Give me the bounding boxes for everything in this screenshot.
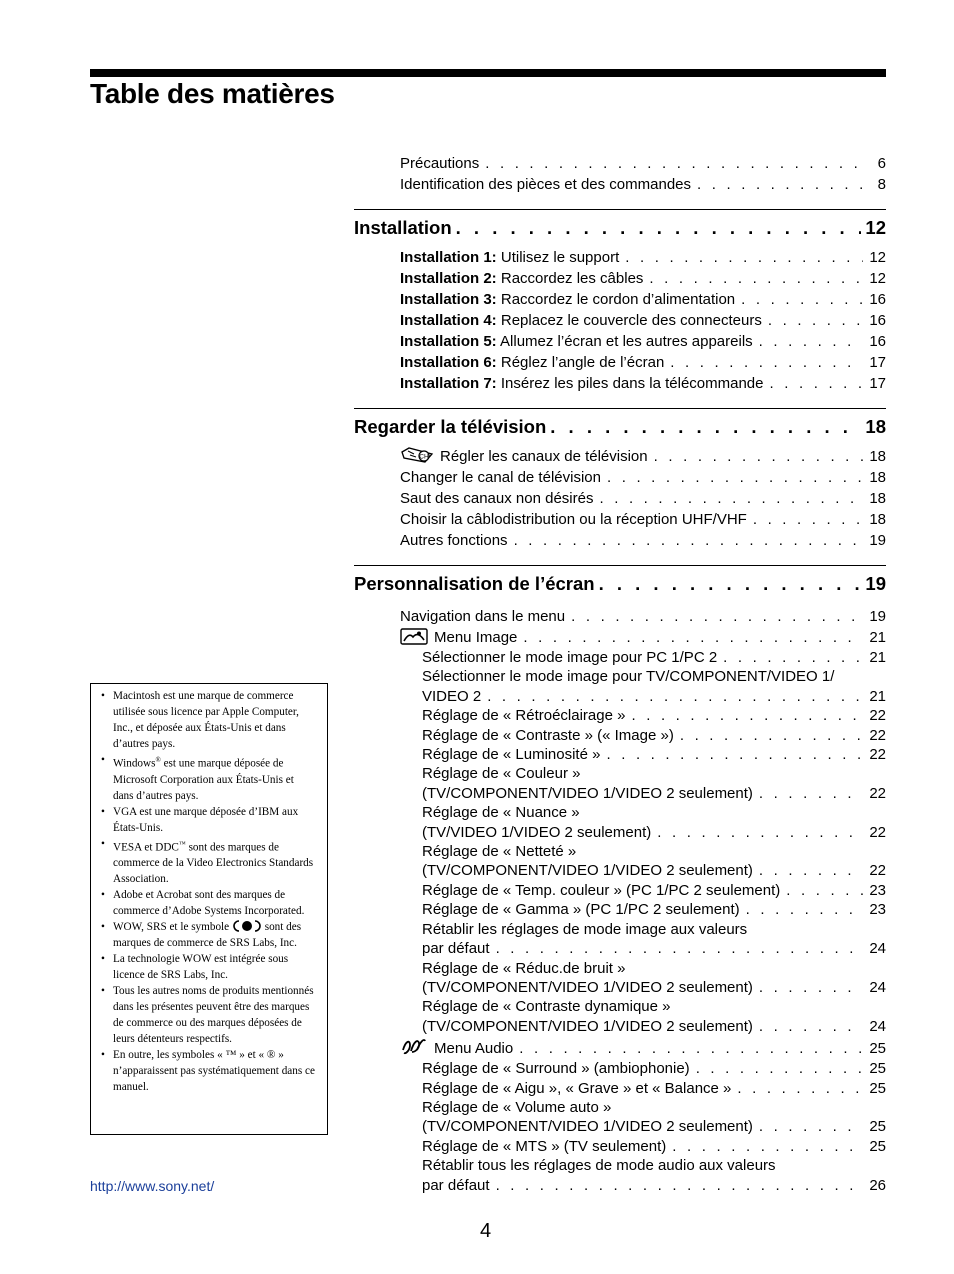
section-title: Regarder la télévision	[354, 416, 547, 437]
toc-entry-label: Allumez l’écran et les autres appareils	[496, 333, 753, 350]
dot-leader	[519, 1038, 863, 1059]
trademark-note: • En outre, les symboles « ™ » et « ® » n’apparaissent pas systématiquement dans ce manuel.	[113, 1047, 317, 1095]
toc-page-number: 6	[877, 155, 886, 172]
toc-entry-precautions[interactable]	[354, 153, 886, 174]
toc-page-number: 26	[869, 1176, 886, 1194]
toc-entry-tv-change[interactable]	[354, 467, 886, 488]
toc-entry-reduc-bruit[interactable]	[354, 978, 886, 997]
toc-entry-installation-5[interactable]	[354, 331, 886, 352]
toc-page-number: 22	[869, 823, 886, 841]
trademark-note: • Macintosh est une marque de commerce utilisée sous licence par Apple Computer, Inc., et déposée aux États-Unis et dans d’autres pays.	[113, 688, 317, 752]
dot-leader	[759, 978, 863, 997]
dot-leader	[599, 572, 862, 596]
toc-entry-label: Régler les canaux de télévision	[440, 448, 648, 465]
dot-leader	[487, 687, 863, 706]
toc-page-number: 23	[869, 901, 886, 919]
dot-leader	[737, 1079, 863, 1098]
dot-leader	[753, 509, 863, 530]
dot-leader	[496, 939, 864, 958]
trademark-note: • Tous les autres noms de produits mentionnés dans les présentes peuvent être des marques de commerce ou des marques déposées de leurs détenteurs respectifs.	[113, 983, 317, 1047]
dot-leader	[770, 373, 864, 394]
toc-entry-line[interactable]: Réglage de « Nuance »	[422, 804, 580, 822]
dot-leader	[571, 606, 863, 627]
dot-leader	[523, 627, 863, 648]
section-page-number: 12	[865, 217, 886, 238]
dot-leader	[672, 1137, 863, 1156]
toc-page-number: 16	[869, 291, 886, 308]
section-personnalisation	[354, 565, 886, 1195]
toc-page-number: 22	[869, 746, 886, 764]
toc-page-number: 19	[869, 608, 886, 625]
toc-page-number: 18	[869, 511, 886, 528]
toc-entry-label: Choisir la câblodistribution ou la réception UHF/VHF	[400, 511, 747, 528]
dot-leader	[607, 467, 863, 488]
toc-page-number: 19	[869, 532, 886, 549]
dot-leader	[696, 1059, 864, 1078]
dot-leader	[759, 784, 863, 803]
section-heading-television[interactable]	[354, 415, 886, 439]
dot-leader	[759, 1017, 863, 1036]
toc-entry-line[interactable]: Sélectionner le mode image pour TV/COMPONENT/VIDEO 1/	[422, 668, 835, 686]
section-heading-installation[interactable]	[354, 216, 886, 240]
toc-entry-nuance[interactable]	[354, 823, 886, 842]
toc-entry-label: (TV/COMPONENT/VIDEO 1/VIDEO 2 seulement)	[422, 1017, 753, 1035]
toc-page-number: 17	[869, 354, 886, 371]
toc-entry-label: Réglage de « Rétroéclairage »	[422, 707, 626, 725]
toc-entry-aigu-grave-balance[interactable]	[354, 1079, 886, 1098]
toc-page-number: 22	[869, 862, 886, 880]
toc-page-number: 8	[877, 176, 886, 193]
toc-entry-label: Insérez les piles dans la télécommande	[496, 375, 764, 392]
toc-entry-line[interactable]: Réglage de « Réduc.de bruit »	[422, 959, 626, 977]
dot-leader	[654, 446, 864, 467]
step-label: Installation 4:	[400, 312, 497, 329]
toc-entry-label: Réglage de « Contraste » (« Image »)	[422, 726, 674, 744]
trademark-note: • Windows® est une marque déposée de Microsoft Corporation aux États-Unis et dans d’autres pays.	[113, 752, 317, 804]
toc-entry-label: Raccordez le cordon d’alimentation	[496, 291, 736, 308]
trademark-note: • WOW, SRS et le symbole sont des marques de commerce de SRS Labs, Inc.	[113, 919, 317, 951]
top-rule	[90, 69, 886, 77]
toc-entry-tv-channels[interactable]	[354, 446, 886, 467]
step-label: Installation 1:	[400, 249, 497, 266]
dot-leader	[606, 745, 863, 764]
toc-entry-retroeclairage[interactable]	[354, 706, 886, 725]
dot-leader	[657, 823, 863, 842]
toc-entry-surround[interactable]	[354, 1059, 886, 1078]
toc-entry-mode-pc[interactable]	[354, 648, 886, 667]
dot-leader	[759, 331, 864, 352]
toc-page-number: 16	[869, 333, 886, 350]
dot-leader	[625, 247, 863, 268]
toc-entry-label: (TV/COMPONENT/VIDEO 1/VIDEO 2 seulement)	[422, 978, 753, 996]
section-television	[354, 408, 886, 551]
toc-entry-line[interactable]: Réglage de « Contraste dynamique »	[422, 998, 671, 1016]
step-label: Installation 2:	[400, 270, 497, 287]
toc-page-number: 12	[869, 249, 886, 266]
toc-page-number: 25	[869, 1040, 886, 1058]
section-page-number: 19	[865, 573, 886, 594]
toc-entry-tv-skip[interactable]	[354, 488, 886, 509]
dot-leader	[697, 174, 864, 195]
toc-entry-label: Sélectionner le mode image pour PC 1/PC 2	[422, 649, 718, 666]
trademark-notes-box	[90, 683, 328, 1135]
toc-page-number: 25	[869, 1060, 886, 1078]
toc-entry-label: Raccordez les câbles	[496, 270, 644, 287]
toc-entry-volume-auto[interactable]	[354, 1117, 886, 1136]
toc-entry-label: VIDEO 2	[422, 687, 482, 705]
section-installation	[354, 209, 886, 394]
toc-entry-line[interactable]: Rétablir tous les réglages de mode audio aux valeurs	[422, 1157, 776, 1175]
trademark-note: • VGA est une marque déposée d’IBM aux États-Unis.	[113, 804, 317, 836]
toc-entry-label: Réglage de « MTS » (TV seulement)	[422, 1137, 667, 1155]
dot-leader	[741, 289, 863, 310]
toc-entry-label: (TV/COMPONENT/VIDEO 1/VIDEO 2 seulement)	[422, 1118, 753, 1136]
toc-entry-menu-image[interactable]	[354, 627, 886, 648]
dot-leader	[550, 415, 861, 439]
step-label: Installation 3:	[400, 291, 497, 308]
dot-leader	[485, 153, 864, 174]
audio-menu-icon	[400, 1036, 428, 1056]
toc-entry-label: Replacez le couvercle des connecteurs	[496, 312, 762, 329]
dot-leader	[680, 726, 863, 745]
picture-menu-icon	[400, 627, 428, 645]
toc-entry-installation-4[interactable]	[354, 310, 886, 331]
toc-entry-contraste[interactable]	[354, 726, 886, 745]
toc-entry-label: Navigation dans le menu	[400, 608, 566, 625]
toc-page-number: 22	[869, 707, 886, 725]
srs-logo-icon	[232, 920, 262, 932]
dot-leader	[768, 310, 863, 331]
section-title: Installation	[354, 217, 452, 238]
toc-page-number: 22	[869, 784, 886, 802]
toc-page-number: 17	[869, 375, 886, 392]
toc-entry-temp-couleur[interactable]	[354, 881, 886, 900]
section-heading-personnalisation[interactable]	[354, 572, 886, 596]
trademark-note: • VESA et DDC™ sont des marques de commerce de la Video Electronics Standards Association.	[113, 836, 317, 888]
toc-entry-tv-other[interactable]	[354, 530, 886, 551]
trademark-note: • La technologie WOW est intégrée sous licence de SRS Labs, Inc.	[113, 951, 317, 983]
dot-leader	[759, 861, 863, 880]
toc-entry-label: Réglage de « Luminosité »	[422, 746, 601, 764]
dot-leader	[514, 530, 864, 551]
step-label: Installation 6:	[400, 354, 497, 371]
dot-leader	[496, 1176, 864, 1195]
toc-entry-navigation[interactable]	[354, 606, 886, 627]
dot-leader	[599, 488, 863, 509]
toc-page-number: 18	[869, 469, 886, 486]
page-title: Table des matières	[90, 78, 335, 109]
toc-entry-tv-cable[interactable]	[354, 509, 886, 530]
toc-entry-menu-audio[interactable]	[354, 1036, 886, 1059]
toc-entry-label: Précautions	[400, 155, 480, 172]
toc-entry-label: par défaut	[422, 940, 490, 958]
toc-entry-label: par défaut	[422, 1176, 490, 1194]
dot-leader	[746, 900, 864, 919]
channel-icon	[400, 446, 434, 464]
toc-entry-label: Réglez l’angle de l’écran	[496, 354, 665, 371]
toc-entry-installation-1[interactable]	[354, 247, 886, 268]
toc-page-number: 25	[869, 1137, 886, 1155]
dot-leader	[456, 216, 862, 240]
toc-entry-label: Réglage de « Gamma » (PC 1/PC 2 seulement)	[422, 901, 740, 919]
toc-entry-label: (TV/COMPONENT/VIDEO 1/VIDEO 2 seulement)	[422, 784, 753, 802]
toc-entry-label: Identification des pièces et des commandes	[400, 176, 691, 193]
dot-leader	[649, 268, 863, 289]
toc-page-number: 21	[869, 649, 886, 666]
toc-page-number: 24	[869, 978, 886, 996]
toc-entry-label: Utilisez le support	[496, 249, 620, 266]
toc-entry-installation-2[interactable]	[354, 268, 886, 289]
toc-page-number: 22	[869, 726, 886, 744]
toc-entry-installation-7[interactable]	[354, 373, 886, 394]
toc-entry-line[interactable]: Réglage de « Netteté »	[422, 843, 577, 861]
toc-entry-luminosite[interactable]	[354, 745, 886, 764]
toc-entry-label: (TV/VIDEO 1/VIDEO 2 seulement)	[422, 823, 652, 841]
toc-entry-line[interactable]: Rétablir les réglages de mode image aux valeurs	[422, 920, 748, 938]
toc-page-number: 18	[869, 490, 886, 507]
page-number: 4	[480, 1220, 492, 1242]
step-label: Installation 5:	[400, 333, 497, 350]
table-of-contents	[354, 153, 886, 1195]
toc-entry-reset-image[interactable]	[354, 939, 886, 958]
toc-page-number: 18	[869, 448, 886, 465]
toc-entry-label: Autres fonctions	[400, 532, 508, 549]
toc-entry-mts[interactable]	[354, 1137, 886, 1156]
toc-entry-line[interactable]: Réglage de « Volume auto »	[422, 1098, 612, 1116]
toc-entry-contraste-dynamique[interactable]	[354, 1017, 886, 1036]
toc-entry-identification[interactable]	[354, 174, 886, 195]
toc-entry-label: Réglage de « Surround » (ambiophonie)	[422, 1060, 690, 1078]
step-label: Installation 7:	[400, 375, 497, 392]
dot-leader	[759, 1117, 863, 1136]
toc-entry-installation-3[interactable]	[354, 289, 886, 310]
toc-entry-couleur[interactable]	[354, 784, 886, 803]
toc-entry-label: Menu Image	[434, 629, 518, 646]
toc-entry-mode-tv[interactable]	[354, 687, 886, 706]
toc-page-number: 16	[869, 312, 886, 329]
toc-entry-nettete[interactable]	[354, 861, 886, 880]
toc-entry-gamma[interactable]	[354, 900, 886, 919]
toc-entry-label: Changer le canal de télévision	[400, 469, 601, 486]
dot-leader	[670, 352, 863, 373]
trademark-note: • Adobe et Acrobat sont des marques de commerce d’Adobe Systems Incorporated.	[113, 887, 317, 919]
toc-page-number: 23	[869, 881, 886, 899]
section-page-number: 18	[865, 416, 886, 437]
section-title: Personnalisation de l’écran	[354, 573, 595, 594]
toc-entry-label: Réglage de « Aigu », « Grave » et « Balance »	[422, 1079, 732, 1097]
toc-page-number: 25	[869, 1079, 886, 1097]
toc-page-number: 21	[869, 629, 886, 646]
svg-text:CH: CH	[419, 453, 429, 461]
toc-entry-line[interactable]: Réglage de « Couleur »	[422, 765, 581, 783]
dot-leader	[631, 706, 863, 725]
toc-page-number: 12	[869, 270, 886, 287]
toc-entry-label: Menu Audio	[434, 1040, 514, 1058]
toc-page-number: 24	[869, 940, 886, 958]
toc-entry-reset-audio[interactable]	[354, 1176, 886, 1195]
dot-leader	[723, 648, 863, 667]
toc-entry-label: Saut des canaux non désirés	[400, 490, 594, 507]
toc-entry-label: Réglage de « Temp. couleur » (PC 1/PC 2 seulement)	[422, 881, 781, 899]
dot-leader	[786, 881, 863, 900]
toc-entry-installation-6[interactable]	[354, 352, 886, 373]
sony-website-link[interactable]: http://www.sony.net/	[90, 1178, 215, 1194]
toc-page-number: 24	[869, 1017, 886, 1035]
toc-entry-label: (TV/COMPONENT/VIDEO 1/VIDEO 2 seulement)	[422, 862, 753, 880]
toc-page-number: 25	[869, 1118, 886, 1136]
toc-page-number: 21	[869, 687, 886, 705]
